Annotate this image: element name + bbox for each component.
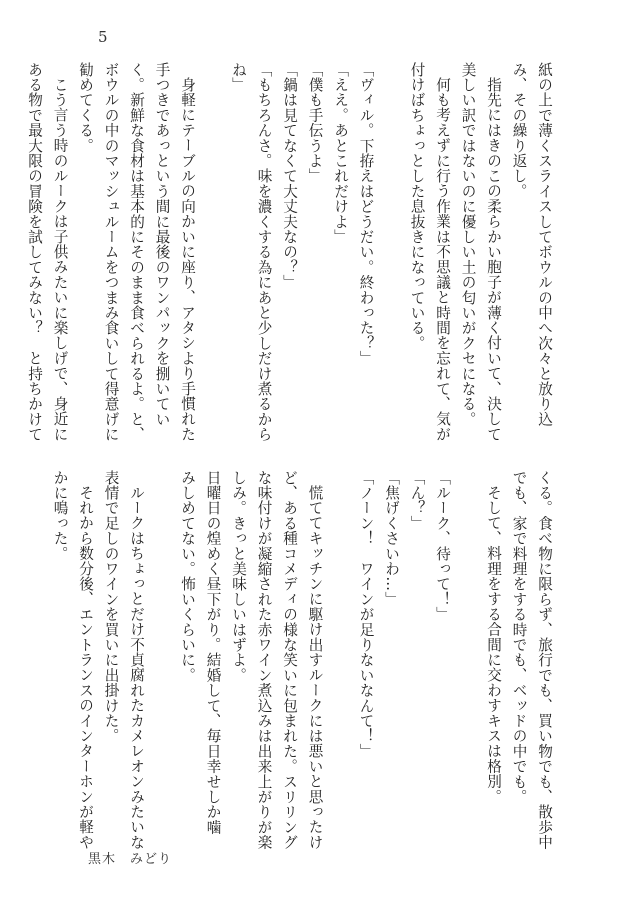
- text-line: ね」: [230, 62, 247, 93]
- text-line: かに鳴った。: [51, 470, 69, 562]
- text-line: 日曜日の煌めく昼下がり。結婚して、毎日幸せしか噛: [204, 470, 222, 835]
- author-name: 黒木 みどり: [88, 852, 173, 867]
- text-line: 「焦げくさいわ…」: [383, 470, 400, 607]
- text-line: 手つきであっという間に最後のワンパックを捌いてい: [153, 62, 171, 427]
- text-line: み、その繰り返し。: [510, 62, 528, 199]
- text-line: こう言う時のルークは子供みたいに楽しげで、身近に: [51, 76, 69, 442]
- text-column-bottom: [47, 470, 557, 850]
- text-line: [379, 62, 405, 454]
- text-line: でも、家で料理をする時でも、ベッドの中でも。: [510, 470, 528, 805]
- text-line: 身軽にテーブルの向かいに座り、アタシより手慣れた: [179, 76, 196, 442]
- text-line: 指先にはきのこの柔らかい胞子が薄く付いて、決して: [485, 76, 502, 442]
- text-line: く。新鮮な食材は基本的にそのまま食べられるよ。と、: [128, 62, 145, 442]
- text-line: 美しい訳ではないのに優しい土の匂いがクセになる。: [459, 62, 477, 427]
- text-line: 「ヴィル。下拵えはどうだい。終わった？」: [357, 62, 375, 366]
- text-line: 「ん？」: [408, 470, 426, 531]
- text-line: ある物で最大限の冒険を試してみない？ と持ちかけて: [26, 62, 43, 442]
- text-line: [200, 62, 226, 454]
- text-line: [328, 470, 354, 810]
- text-line: 慌ててキッチンに駆け出すルークには悪いと思ったけ: [306, 484, 324, 850]
- text-line: 紙の上で薄くスライスしてボウルの中へ次々と放り込: [536, 62, 553, 427]
- text-line: 勧めてくる。: [77, 62, 94, 154]
- page-number: 5: [98, 28, 108, 46]
- text-line: 表情で足しのワインを買いに出掛けた。: [102, 470, 120, 744]
- text-line: ルークはちょっとだけ不貞腐れたカメレオンみたいな: [128, 484, 145, 850]
- text-line: 何も考えずに行う作業は不思議と時間を忘れて、気が: [434, 76, 451, 442]
- text-column-top: [22, 62, 558, 454]
- text-line: 「もちろんさ。味を濃くする為にあと少しだけ煮るから: [255, 62, 273, 442]
- text-line: それから数分後、エントランスのインターホンが軽や: [77, 484, 94, 850]
- text-line: 「ルーク、待って！」: [434, 470, 451, 622]
- text-line: くる。食べ物に限らず、旅行でも、買い物でも、散歩中: [536, 470, 553, 850]
- text-line: 「ええ。あとこれだけよ」: [332, 62, 349, 245]
- text-line: 「僕も手伝うよ」: [306, 62, 324, 184]
- text-line: 付けばちょっとした息抜きになっている。: [408, 62, 426, 351]
- text-line: [455, 470, 481, 810]
- text-line: しみ。きっと美味しいはずよ。: [230, 470, 247, 683]
- text-line: そして、料理をする合間に交わすキスは格別。: [485, 484, 502, 804]
- text-line: な味付けが凝縮された赤ワイン煮込みは出来上がりが楽: [255, 470, 273, 850]
- text-line: 「ノーン！ ワインが足りないなんて！」: [357, 470, 375, 759]
- text-line: ど、ある種コメディの様な笑いに包まれた。スリリング: [281, 470, 298, 850]
- text-line: [149, 470, 175, 810]
- text-line: 「鍋は見てなくて大丈夫なの？」: [281, 62, 298, 290]
- text-line: みしめてない。怖いくらいに。: [179, 470, 196, 683]
- text-line: ボウルの中のマッシュルームをつまみ食いして得意げに: [102, 62, 120, 442]
